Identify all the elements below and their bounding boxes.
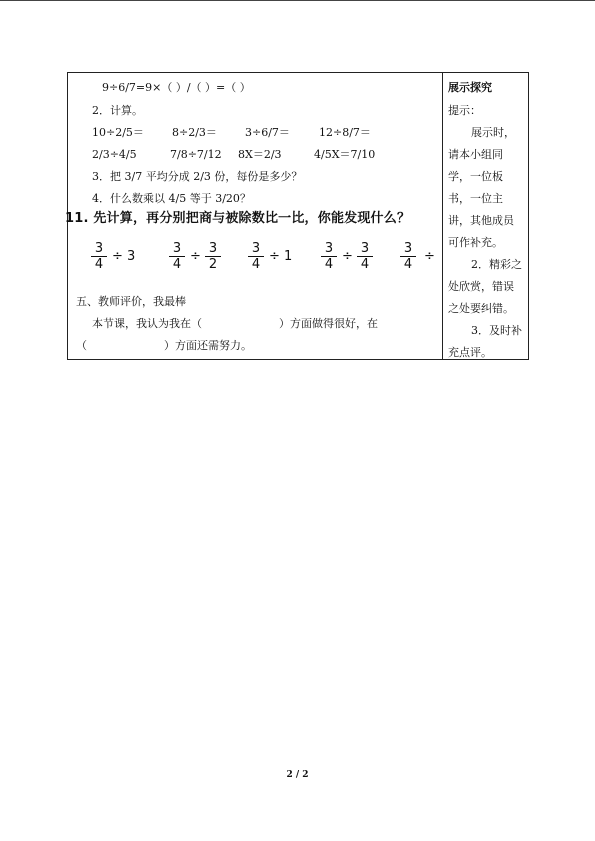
main-column bbox=[65, 73, 442, 359]
numerator: 3 bbox=[172, 241, 182, 256]
q2-r1-c3: 3÷6/7＝ bbox=[245, 126, 290, 139]
denominator: 4 bbox=[360, 257, 370, 272]
fraction-e2a bbox=[170, 241, 184, 272]
section5-line2: （ ）方面还需努力。 bbox=[76, 339, 252, 352]
side-line: 可作补充。 bbox=[448, 236, 503, 249]
denominator: 4 bbox=[403, 257, 413, 272]
fraction-e5 bbox=[401, 241, 415, 272]
q2-title: 2．计算。 bbox=[92, 104, 143, 117]
numerator: 3 bbox=[360, 241, 370, 256]
numerator: 3 bbox=[324, 241, 334, 256]
column-divider bbox=[442, 73, 443, 359]
fraction-e1 bbox=[92, 241, 106, 272]
numerator: 3 bbox=[208, 241, 218, 256]
side-line: 书，一位主 bbox=[448, 192, 503, 205]
q2-r2-c3: 8X＝2/3 bbox=[238, 148, 282, 161]
page-number: 2 / 2 bbox=[286, 770, 309, 780]
numerator: 3 bbox=[251, 241, 261, 256]
operator-e1: ÷ 3 bbox=[112, 249, 136, 264]
side-line: 提示： bbox=[448, 104, 481, 117]
q2-r1-c4: 12÷8/7＝ bbox=[319, 126, 371, 139]
line-division-example: 9÷6/7=9×（ ）/（ ）=（ ） bbox=[102, 81, 251, 94]
side-line: 处欣赏，错误 bbox=[448, 280, 514, 293]
side-line: 学，一位板 bbox=[448, 170, 503, 183]
side-line: 展示时， bbox=[471, 126, 515, 139]
q2-r1-c2: 8÷2/3＝ bbox=[172, 126, 217, 139]
side-line: 请本小组同 bbox=[448, 148, 503, 161]
numerator: 3 bbox=[403, 241, 413, 256]
denominator: 2 bbox=[208, 257, 218, 272]
side-line: 充点评。 bbox=[448, 346, 492, 359]
side-line: 3．及时补 bbox=[471, 324, 522, 337]
denominator: 4 bbox=[94, 257, 104, 272]
denominator: 4 bbox=[172, 257, 182, 272]
q2-r2-c1: 2/3÷4/5 bbox=[92, 148, 137, 161]
q4: 4．什么数乘以 4/5 等于 3/20？ bbox=[92, 192, 251, 205]
side-title: 展示探究 bbox=[448, 81, 492, 94]
section5-line1: 本节课，我认为我在（ ）方面做得很好，在 bbox=[92, 317, 378, 330]
denominator: 4 bbox=[251, 257, 261, 272]
q11-instruction: 11. 先计算，再分别把商与被除数比一比，你能发现什么？ bbox=[65, 211, 411, 226]
operator-e5: ÷ bbox=[424, 249, 435, 264]
top-rule bbox=[0, 0, 595, 1]
numerator: 3 bbox=[94, 241, 104, 256]
q2-r1-c1: 10÷2/5＝ bbox=[92, 126, 144, 139]
fraction-e4b bbox=[358, 241, 372, 272]
q3: 3．把 3/7 平均分成 2/3 份，每份是多少？ bbox=[92, 170, 303, 183]
denominator: 4 bbox=[324, 257, 334, 272]
q2-r2-c4: 4/5X＝7/10 bbox=[314, 148, 376, 161]
fraction-e4a bbox=[322, 241, 336, 272]
section5-title: 五、教师评价，我最棒 bbox=[76, 295, 186, 308]
side-line: 之处要纠错。 bbox=[448, 302, 514, 315]
fraction-e3 bbox=[249, 241, 263, 272]
operator-e3: ÷ 1 bbox=[269, 249, 293, 264]
operator-e2: ÷ bbox=[190, 249, 201, 264]
operator-e4: ÷ bbox=[342, 249, 353, 264]
side-line: 2．精彩之 bbox=[471, 258, 522, 271]
side-line: 讲，其他成员 bbox=[448, 214, 514, 227]
lesson-table bbox=[67, 72, 529, 360]
fraction-e2b bbox=[206, 241, 220, 272]
side-column bbox=[446, 73, 528, 359]
q2-r2-c2: 7/8÷7/12 bbox=[170, 148, 222, 161]
